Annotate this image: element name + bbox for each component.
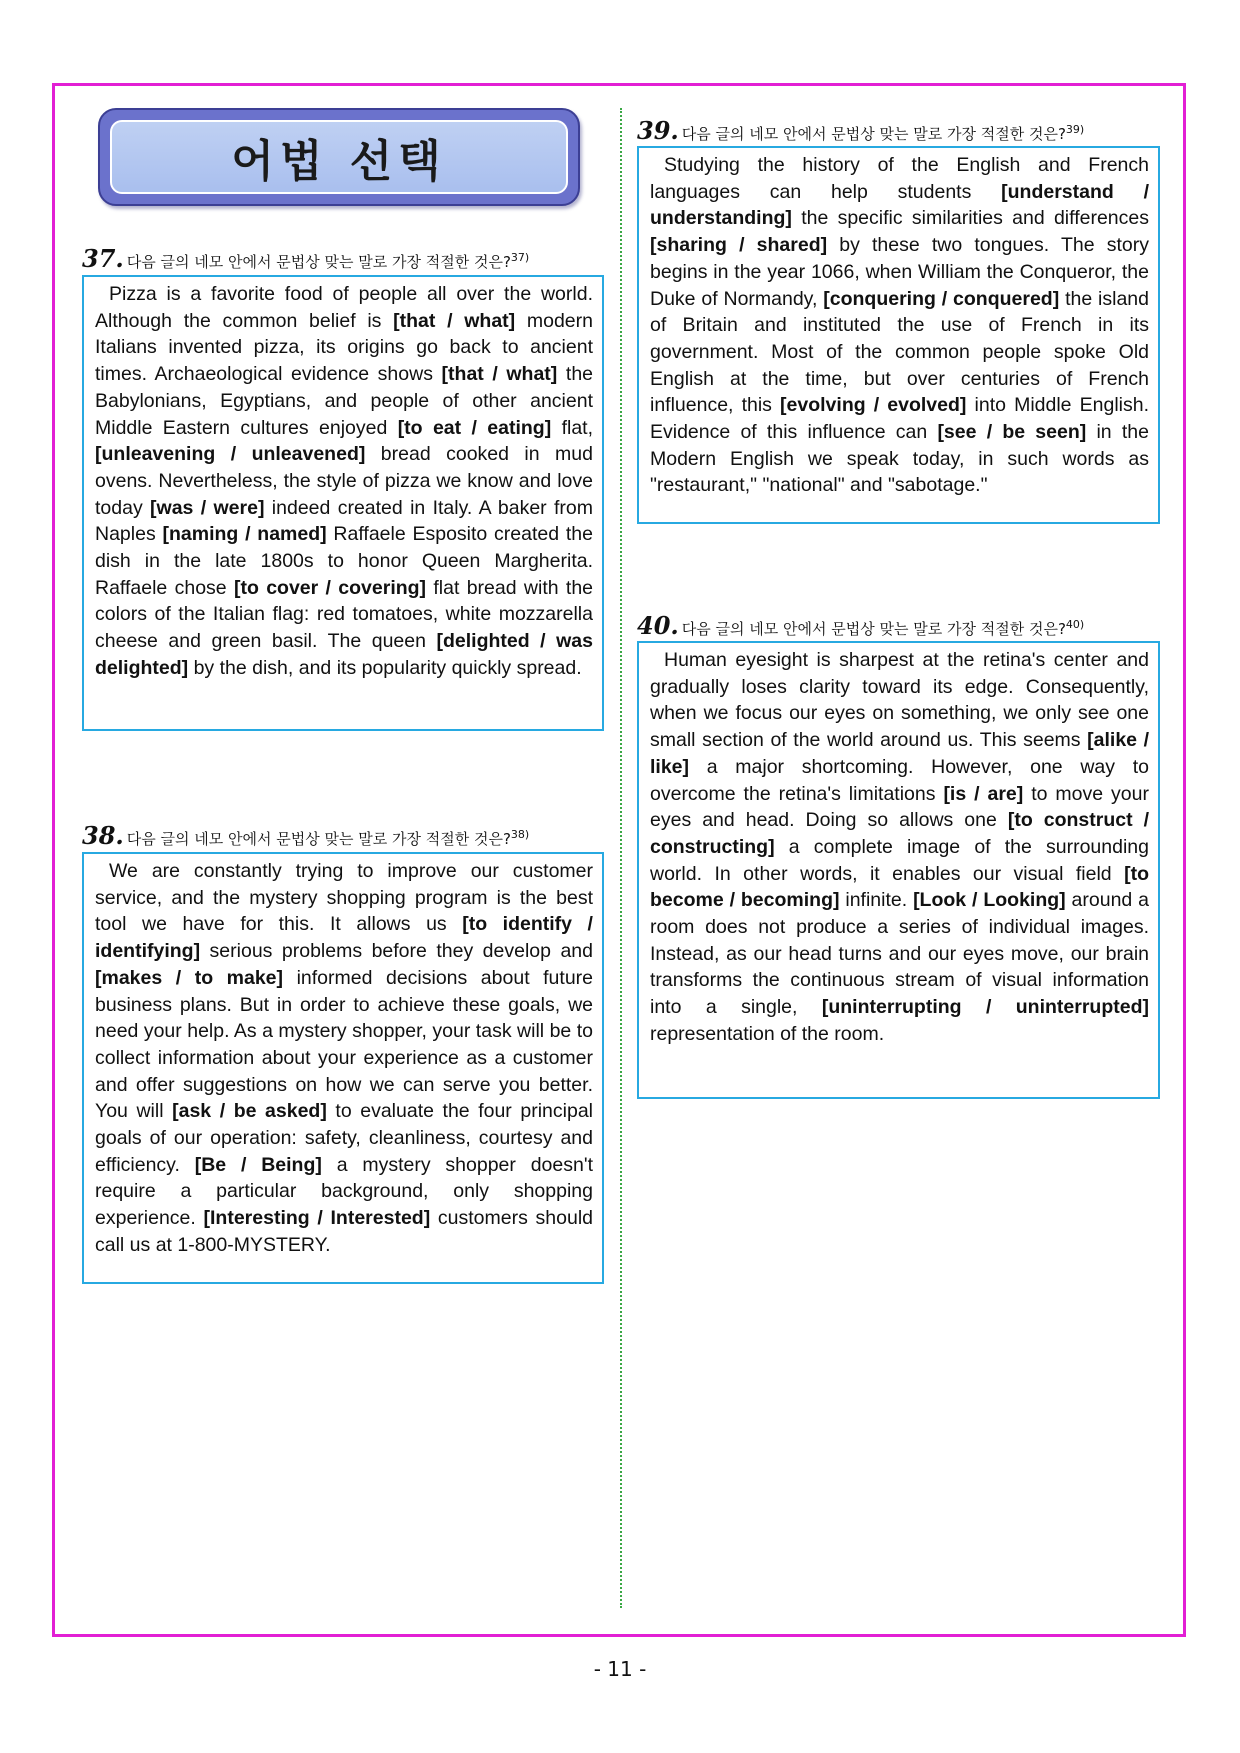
question-number: 37. <box>82 244 124 273</box>
passage-text: the Babylonians, Egyptians, and people of other ancient Middle Eastern cultures enjoyed <box>95 363 594 439</box>
passage-text: We are constantly trying to improve our customer service, and the mystery shopping program is the best tool we have for this. It allows us <box>95 860 593 936</box>
passage-text: Pizza is a favorite food of people all over the world. Although the common belief is <box>95 283 593 332</box>
question-number: 40. <box>637 611 679 640</box>
passage-text: by the dish, and its popularity quickly spread. <box>188 656 582 679</box>
answer-choice: [to eat / eating] <box>397 416 552 439</box>
section-title-inner <box>110 120 568 194</box>
answer-choice: [that / what] <box>393 309 516 332</box>
answer-choice: [to construct / constructing] <box>650 809 1149 858</box>
passage-text: in the Modern English we speak today, in such words as "restaurant," "national" and "sabotage." <box>650 421 1149 497</box>
question-prompt: 다음 글의 네모 안에서 문법상 맞는 말로 가장 적절한 것은? <box>126 253 511 271</box>
question-prompt: 다음 글의 네모 안에서 문법상 맞는 말로 가장 적절한 것은? <box>681 125 1066 143</box>
passage-text: a mystery shopper doesn't require a particular background, only shopping experience. <box>95 1153 593 1230</box>
passage-text: the island of Britain and instituted the use of French in its government. Most of the common people spoke Old English at the time, but over centuries of French influence, this <box>650 287 1149 417</box>
passage-text: representation of the room. <box>650 1022 885 1045</box>
passage-text: to evaluate the four principal goals of our operation: safety, cleanliness, courtesy and efficiency. <box>95 1100 593 1176</box>
passage-text: indeed created in Italy. A baker from Naples <box>95 496 593 546</box>
answer-choice: [conquering / conquered] <box>823 287 1060 310</box>
question-footnote: 37) <box>510 251 530 264</box>
passage-text: a complete image of the surrounding world. In other words, it enables our visual field <box>650 835 1149 885</box>
passage-text: flat bread with the colors of the Italian flag: red tomatoes, white mozzarella cheese and green basil. The queen <box>95 576 594 653</box>
answer-choice: [Interesting / Interested] <box>203 1207 431 1230</box>
question-38-passage <box>82 852 604 1284</box>
answer-choice: [to identify / identifying] <box>95 913 593 963</box>
section-title-badge <box>98 108 580 206</box>
answer-choice: [understand / understanding] <box>650 180 1149 230</box>
question-37-header <box>82 244 529 273</box>
answer-choice: [alike / like] <box>650 729 1150 778</box>
question-39-header <box>637 116 1084 145</box>
passage-text: to move your eyes and head. Doing so allows one <box>650 782 1149 832</box>
passage-text: a major shortcoming. However, one way to overcome the retina's limitations <box>650 755 1149 805</box>
passage-text: around a room does not produce a series of individual images. Instead, as our head turns and our eyes move, our brain transforms the continuous stream of visual information into a single, <box>650 889 1150 1019</box>
answer-choice: [to become / becoming] <box>650 862 1149 912</box>
passage-text: bread cooked in mud ovens. Nevertheless, the style of pizza we know and love today <box>95 443 593 519</box>
answer-choice: [ask / be asked] <box>172 1100 327 1123</box>
question-40-passage <box>637 641 1160 1099</box>
passage-text: the specific similarities and differences <box>791 207 1149 230</box>
answer-choice: [unleavening / unleavened] <box>95 443 366 466</box>
passage-text: by these two tongues. The story begins in the year 1066, when William the Conqueror, the Duke of Normandy, <box>650 234 1149 310</box>
question-footnote: 40) <box>1065 618 1085 631</box>
answer-choice: [Look / Looking] <box>913 889 1066 912</box>
passage-text: into Middle English. Evidence of this influence can <box>650 394 1149 444</box>
question-footnote: 39) <box>1065 123 1085 136</box>
question-39-passage <box>637 146 1160 524</box>
question-40-header <box>637 611 1084 640</box>
answer-choice: [delighted / was delighted] <box>95 630 593 679</box>
passage-text: Studying the history of the English and French languages can help students <box>650 154 1149 203</box>
answer-choice: [sharing / shared] <box>650 234 828 257</box>
answer-choice: [to cover / covering] <box>233 576 427 599</box>
answer-choice: [that / what] <box>441 363 558 386</box>
page-number: - 11 - <box>593 1657 647 1681</box>
question-footnote: 38) <box>510 828 530 841</box>
passage-text: flat, <box>551 416 593 439</box>
passage-text: modern Italians invented pizza, its origins go back to ancient times. Archaeological evidence shows <box>95 309 593 386</box>
answer-choice: [uninterrupting / uninterrupted] <box>821 996 1149 1019</box>
passage-text: infinite. <box>839 889 914 912</box>
question-number: 39. <box>637 116 679 145</box>
passage-text: serious problems before they develop and <box>200 940 593 963</box>
passage-text: Raffaele Esposito created the dish in the late 1800s to honor Queen Margherita. Raffaele chose <box>95 523 593 599</box>
question-37-passage <box>82 275 604 731</box>
passage-text: customers should call us at 1-800-MYSTERY. <box>95 1207 593 1256</box>
section-title: 어법 선택 <box>231 136 447 187</box>
answer-choice: [makes / to make] <box>95 966 284 989</box>
answer-choice: [Be / Being] <box>194 1153 322 1176</box>
passage-text: informed decisions about future business plans. But in order to achieve these goals, we need your help. As a mystery shopper, your task will be to collect information about your experience as a customer and offer suggestions on how we can serve you better. You will <box>95 966 594 1123</box>
answer-choice: [was / were] <box>150 496 265 519</box>
question-prompt: 다음 글의 네모 안에서 문법상 맞는 말로 가장 적절한 것은? <box>681 620 1066 638</box>
answer-choice: [is / are] <box>943 782 1024 805</box>
question-number: 38. <box>82 821 124 850</box>
answer-choice: [evolving / evolved] <box>780 394 967 417</box>
answer-choice: [naming / named] <box>162 523 327 546</box>
passage-text: Human eyesight is sharpest at the retina's center and gradually loses clarity toward its edge. Consequently, when we focus our eyes on something, we only see one small section of the world around us. This seems <box>650 649 1149 752</box>
answer-choice: [see / be seen] <box>937 421 1087 444</box>
question-prompt: 다음 글의 네모 안에서 문법상 맞는 말로 가장 적절한 것은? <box>126 830 511 848</box>
question-38-header <box>82 821 529 850</box>
column-divider <box>620 108 622 1608</box>
